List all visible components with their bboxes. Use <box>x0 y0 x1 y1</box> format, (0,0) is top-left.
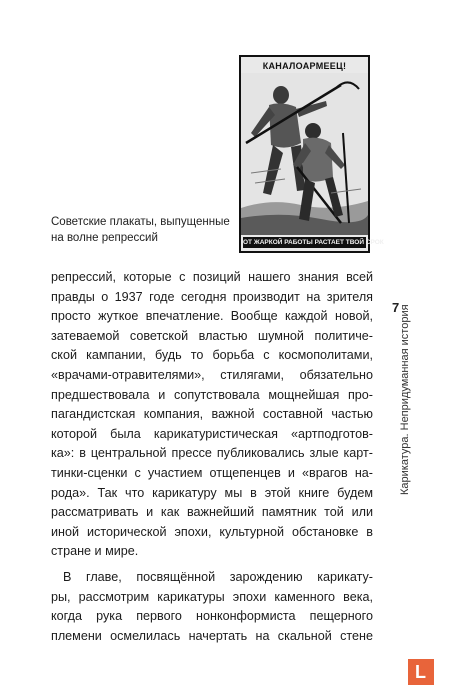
text-line: когда рука первого нонконформиста пещерного <box>51 609 373 624</box>
poster-title: КАНАЛОАРМЕЕЦ! <box>262 61 347 71</box>
text-line: репрессий, которые с позиций нашего знания всей <box>51 270 373 284</box>
text-line: тинки-сценки с участием отщепенцев и «врагов на- <box>51 465 373 480</box>
figure-caption <box>51 214 231 246</box>
logo-letter: L <box>415 662 426 682</box>
text-line: ры, рассмотрим карикатуры эпохи каменного века, <box>51 589 373 604</box>
publisher-logo-icon <box>408 659 434 685</box>
text-line: иной исторической эпохи, культурной обстановке в <box>51 524 373 539</box>
poster-slogan: ОТ ЖАРКОЙ РАБОТЫ РАСТАЕТ ТВОЙ СРОК <box>243 239 384 246</box>
running-head <box>399 304 411 495</box>
text-line: стране и мире. <box>51 544 139 559</box>
running-head-title: Карикатура. <box>399 433 411 495</box>
text-line: рассматривать и как важнейший памятник той или <box>51 505 373 520</box>
caption-line: на волне репрессий <box>51 232 158 244</box>
text-line: пагандистская компания, важной составной частью <box>51 407 373 422</box>
text-line: рода». Так что карикатуру мы в этой книге будем <box>51 485 373 500</box>
poster-illustration <box>239 55 384 253</box>
running-head-subtitle: Непридуманная история <box>399 304 411 431</box>
text-line: затеваемой советской властью шумной политиче- <box>51 328 373 343</box>
text-line: ской кампании, будь то борьба с космополитами, <box>51 348 373 363</box>
text-line: В главе, посвящённой зарождению карикату- <box>63 569 373 584</box>
text-line: племени осмелилась начертать на скальной стене <box>51 628 373 643</box>
poster-artwork <box>241 73 368 235</box>
text-line: предшествовала и сопутствовала мощнейшая про- <box>51 387 373 402</box>
page-number: 7 <box>392 300 400 315</box>
text-line: правды о 1937 годе сегодня производит на зрителя <box>51 289 373 304</box>
text-line: просто жуткое впечатление. Вообще каждой новой, <box>51 309 373 324</box>
text-line: которой была карикатуристическая «артподготов- <box>51 426 373 441</box>
caption-line: Советские плакаты, выпущенные <box>51 216 230 228</box>
text-line: ка»: в центральной прессе публиковались злые карт- <box>51 446 373 461</box>
body-text <box>51 268 373 646</box>
text-line: «врачами-отравителями», стилягами, обязательно <box>51 367 373 382</box>
